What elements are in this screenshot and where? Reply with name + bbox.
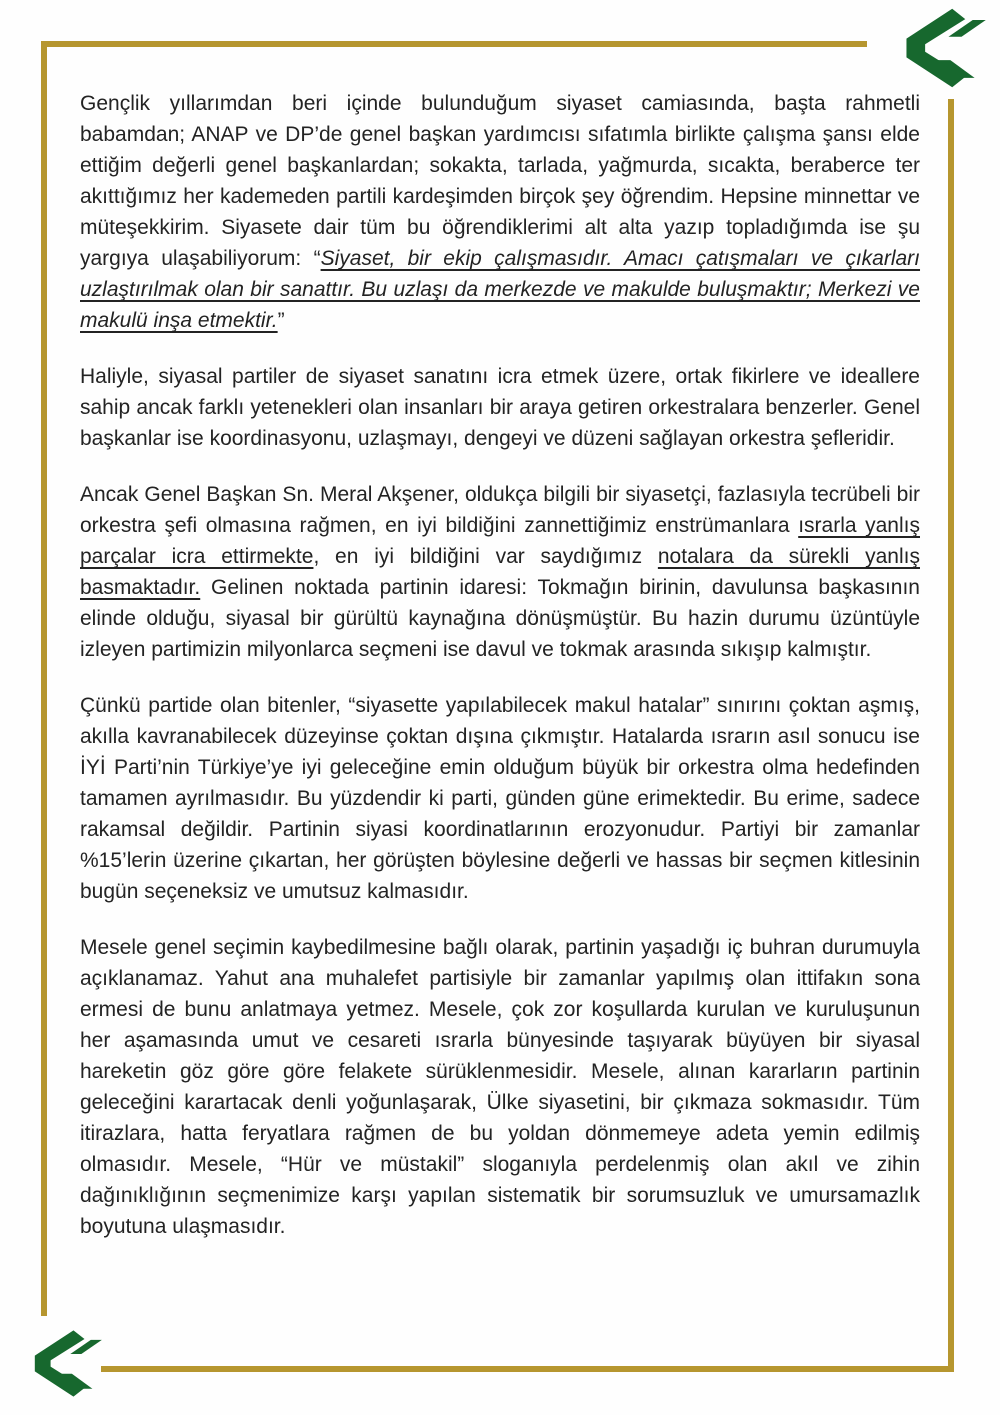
paragraph <box>80 361 920 454</box>
text-segment-underline: notalara da sürekli yanlış basmaktadır. <box>80 545 920 599</box>
text-segment-italic-underline: Siyaset, bir ekip çalışmasıdır. Amacı çatışmaları ve çıkarları uzlaştırılmak olan bir sanattır. Bu uzlaşı da merkezde ve makulde buluşmaktır; Merkezi ve makulü inşa etmektir. <box>80 247 921 332</box>
paragraph <box>80 932 920 1242</box>
paragraph <box>80 690 920 907</box>
text-segment-normal: Gençlik yıllarımdan beri içinde bulunduğum siyaset camiasında, başta rahmetli babamdan; ANAP ve DP’de genel başkan yardımcısı sıfatımla birlikte çalışma şansı elde ettiğim değerli genel başkanlardan; sokakta, tarlada, yağmurda, sıcakta, beraberce ter akıttığımız her kademeden partili kardeşimden birçok şey öğrendim. Hepsine minnettar ve müteşekkirim. Siyasete dair tüm bu öğrendiklerimi alt alta yazıp topladığımda ise şu yargıya ulaşabiliyorum: “ <box>80 92 920 270</box>
document-body <box>80 88 920 1242</box>
text-segment-normal: , en iyi bildiğini var saydığımız <box>313 545 658 568</box>
paragraph <box>80 88 920 336</box>
text-segment-normal: ” <box>277 309 285 332</box>
text-segment-normal: Mesele genel seçimin kaybedilmesine bağlı olarak, partinin yaşadığı iç buhran durumuyla açıklanamaz. Yahut ana muhalefet partisiyle bir zamanlar yapılmış olan ittifakın sona ermesi de bunu anlatmaya yetmez. Mesele, çok zor koşullarda kurulan ve kuruluşunun her aşamasında umut ve cesareti ısrarla bünyesinde taşıyarak büyüyen bir siyasal hareketin göz göre göre felakete sürüklenmesidir. Mesele, alınan kararların partinin geleceğini karartacak denli yoğunlaşarak, Ülke siyasetini, bir çıkmaza sokmasıdır. Tüm itirazlara, hatta feryatlara rağmen de bu yoldan dönmemeye adeta yemin edilmiş olmasıdır. Mesele, “Hür ve müstakil” sloganıyla perdelenmiş olan akıl ve zihin dağınıklığının seçmenimize karşı yapılan sistematik bir sorumsuzluk ve umursamazlık boyutuna ulaşmasıdır. <box>80 936 920 1238</box>
party-chevron-logo-icon <box>22 1328 106 1399</box>
text-segment-normal: Gelinen noktada partinin idaresi: Tokmağın birinin, davulunsa başkasının elinde olduğu, siyasal bir gürültü kaynağına dönüşmüştür. Bu hazin durumu üzüntüyle izleyen partimizin milyonlarca seçmeni ise davul ve tokmak arasında sıkışıp kalmıştır. <box>80 576 920 661</box>
frame-border-top <box>41 41 867 47</box>
text-segment-normal: Çünkü partide olan bitenler, “siyasette yapılabilecek makul hatalar” sınırını çoktan aşmış, akılla kavranabilecek düzeyinse çoktan dışına çıkmıştır. Hatalarda ısrarın asıl sonucu ise İYİ Parti’nin Türkiye’ye iyi geleceğine emin olduğum büyük bir orkestra olma hedefinden tamamen ayrılmasıdır. Bu yüzdendir ki parti, günden güne erimektedir. Bu erime, sadece rakamsal değildir. Partinin siyasi koordinatlarının erozyonudur. Partiyi bir zamanlar %15’lerin üzerine çıkartan, her görüşten böylesine değerli ve hassas bir seçmen kitlesinin bugün seçeneksiz ve umutsuz kalmasıdır. <box>80 694 920 903</box>
party-chevron-logo-icon <box>891 6 991 90</box>
frame-border-right <box>948 99 954 1372</box>
paragraph <box>80 479 920 665</box>
frame-border-bottom <box>101 1366 954 1372</box>
text-segment-underline: ısrarla yanlış parçalar icra ettirmekte <box>80 514 920 568</box>
text-segment-normal: Haliyle, siyasal partiler de siyaset sanatını icra etmek üzere, ortak fikirlere ve ideallere sahip ancak farklı yetenekleri olan insanları bir araya getiren orkestralara benzerler. Genel başkanlar ise koordinasyonu, uzlaşmayı, dengeyi ve düzeni sağlayan orkestra şefleridir. <box>80 365 920 450</box>
text-segment-normal: Ancak Genel Başkan Sn. Meral Akşener, oldukça bilgili bir siyasetçi, fazlasıyla tecrübeli bir orkestra şefi olmasına rağmen, en iyi bildiğini zannettiğimiz enstrümanlara <box>80 483 920 537</box>
frame-border-left <box>41 41 47 1316</box>
